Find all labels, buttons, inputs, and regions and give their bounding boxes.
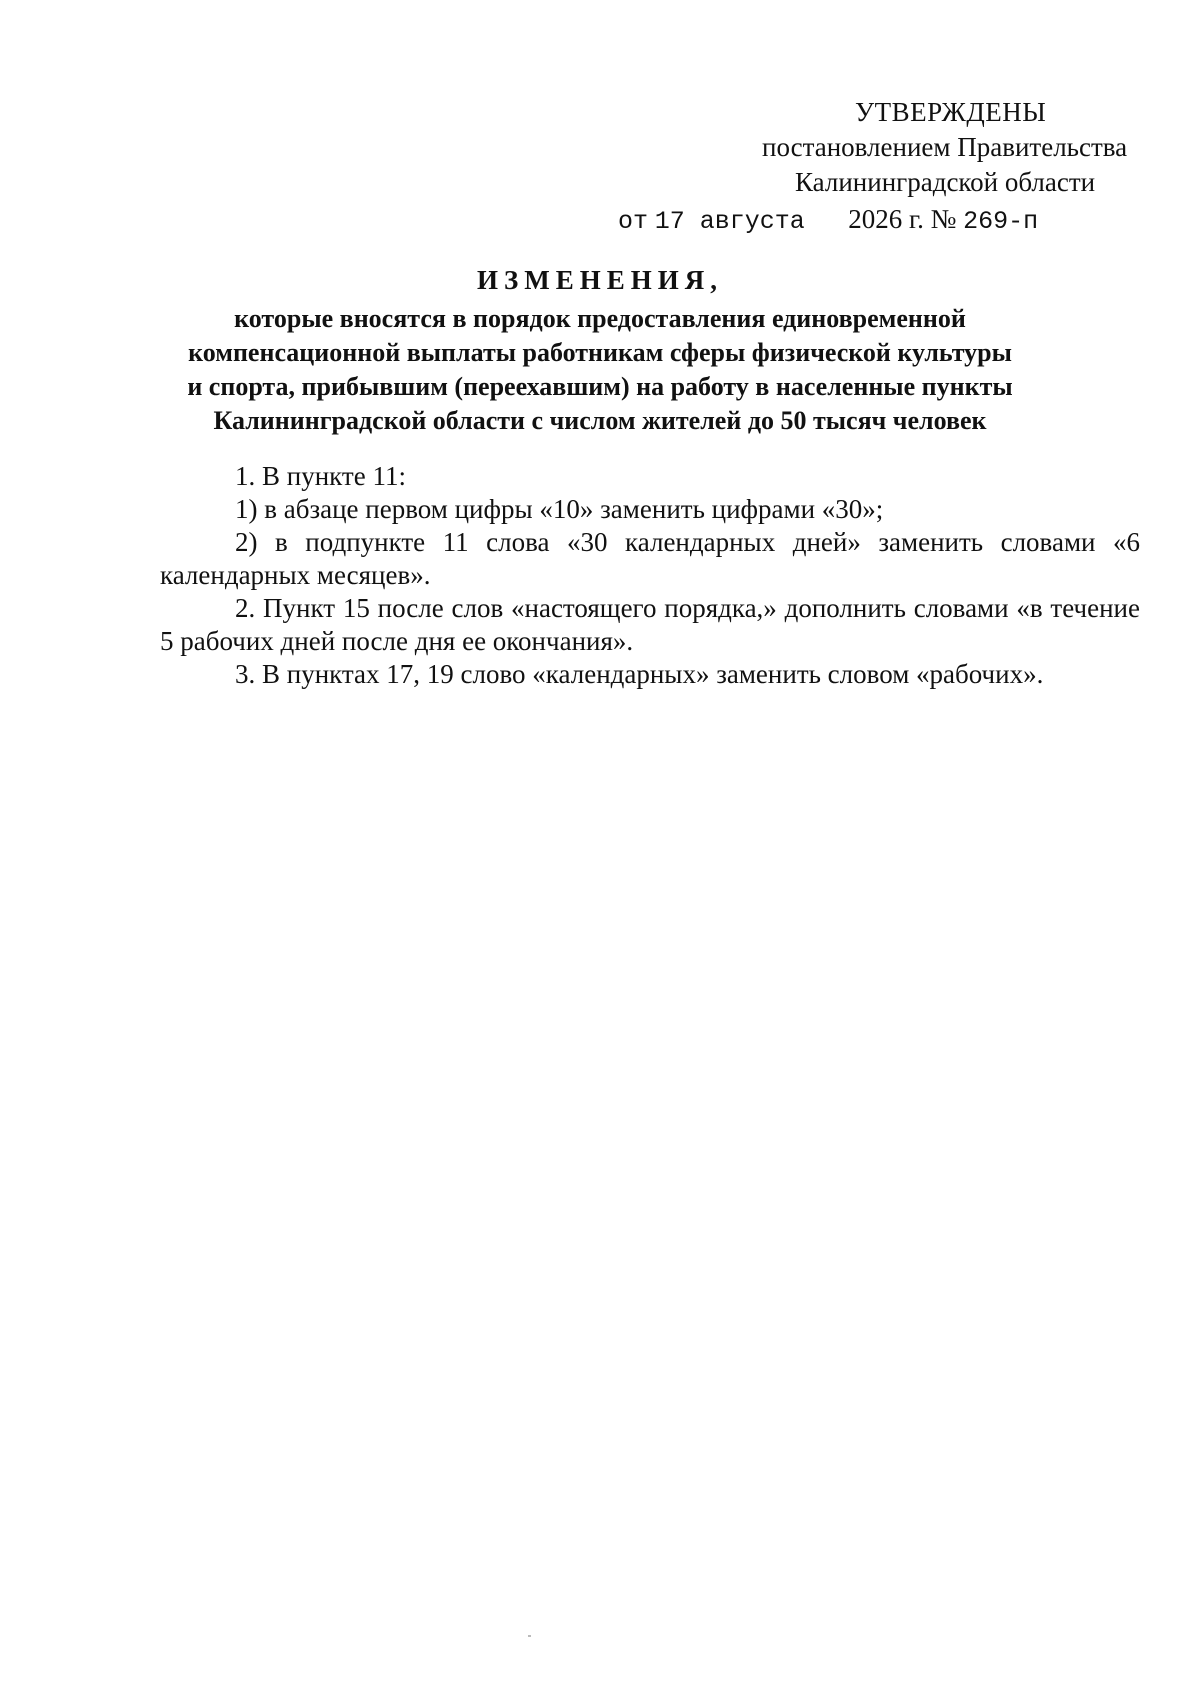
- approval-stamp-block: [618, 95, 1160, 239]
- heading-sub-line-1: которые вносятся в порядок предоставления единовременной: [234, 304, 966, 333]
- approval-by: постановлением Правительства: [762, 132, 1128, 162]
- decree-number: 269-п: [963, 207, 1039, 236]
- document-heading: [100, 262, 1100, 438]
- heading-subtitle: [100, 302, 1100, 438]
- document-body: [160, 460, 1140, 691]
- approval-title: УТВЕРЖДЕНЫ: [855, 97, 1047, 127]
- date-prefix: от: [618, 207, 649, 236]
- heading-sub-line-3: и спорта, прибывшим (переехавшим) на работу в населенные пункты: [187, 372, 1013, 401]
- paragraph-1: 1. В пункте 11:: [235, 461, 406, 491]
- paragraph-1-1: 1) в абзаце первом цифры «10» заменить цифрами «30»;: [235, 494, 884, 524]
- date-day-month: 17 августа: [654, 207, 805, 236]
- date-year: 2026 г.: [848, 204, 924, 234]
- scan-speck: [528, 1635, 531, 1637]
- paragraph-1-2: 2) в подпункте 11 слова «30 календарных дней» заменить словами «6 календарных месяцев».: [160, 527, 1140, 590]
- paragraph-3: 3. В пунктах 17, 19 слово «календарных» заменить словом «рабочих».: [235, 659, 1044, 689]
- approval-date-line: [618, 202, 1160, 239]
- heading-sub-line-2: компенсационной выплаты работникам сферы физической культуры: [188, 338, 1012, 367]
- paragraph-2: 2. Пункт 15 после слов «настоящего порядка,» дополнить словами «в течение 5 рабочих дней после дня ее окончания».: [160, 593, 1140, 656]
- heading-sub-line-4: Калининградской области с числом жителей до 50 тысяч человек: [213, 406, 987, 435]
- heading-main: ИЗМЕНЕНИЯ,: [476, 265, 723, 295]
- approval-region: Калининградской области: [795, 167, 1096, 197]
- number-sign: №: [930, 204, 957, 234]
